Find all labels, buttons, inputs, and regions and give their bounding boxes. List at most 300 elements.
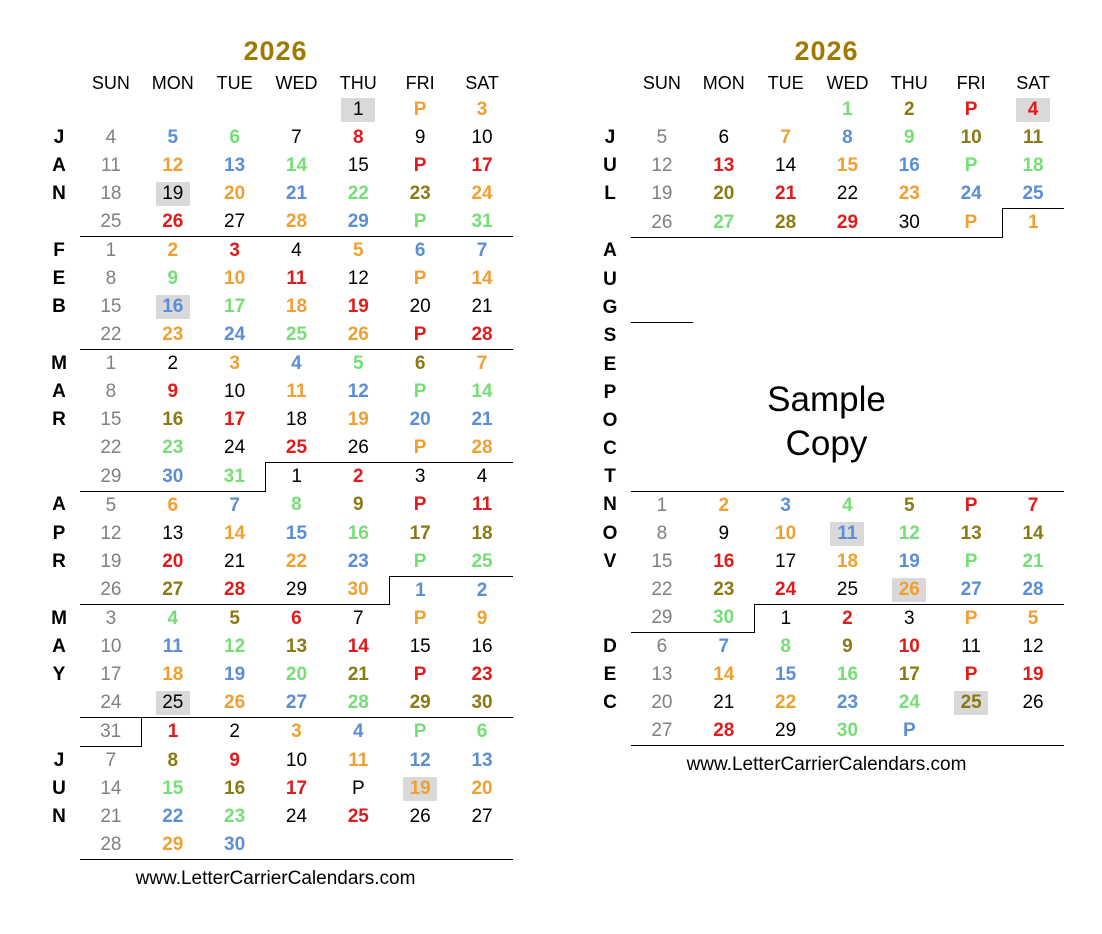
day-cell[interactable]	[266, 208, 328, 237]
day-cell[interactable]	[80, 520, 142, 548]
day-cell[interactable]	[204, 406, 266, 434]
day-cell[interactable]	[940, 633, 1002, 662]
day-cell[interactable]	[142, 576, 204, 605]
day-number: P	[964, 607, 978, 629]
day-cell[interactable]	[878, 689, 940, 717]
day-cell[interactable]	[817, 124, 879, 152]
day-cell[interactable]	[142, 152, 204, 180]
empty-cell	[631, 351, 693, 379]
day-cell[interactable]	[1002, 576, 1064, 605]
day-cell[interactable]	[755, 180, 817, 209]
day-cell[interactable]	[142, 237, 204, 266]
day-cell[interactable]	[204, 180, 266, 208]
day-cell[interactable]	[266, 689, 328, 718]
day-cell[interactable]	[451, 661, 513, 689]
day-cell[interactable]	[142, 831, 204, 860]
day-cell[interactable]	[451, 406, 513, 434]
day-cell[interactable]	[451, 293, 513, 321]
day-cell[interactable]	[204, 463, 266, 492]
day-cell[interactable]	[204, 548, 266, 577]
day-cell[interactable]	[389, 491, 451, 520]
day-cell[interactable]	[451, 350, 513, 379]
day-cell[interactable]	[878, 548, 940, 576]
day-cell[interactable]	[631, 661, 693, 689]
day-cell[interactable]	[80, 718, 142, 747]
day-cell[interactable]	[80, 803, 142, 831]
day-cell[interactable]	[327, 293, 389, 321]
day-cell[interactable]	[80, 491, 142, 520]
day-cell[interactable]	[389, 237, 451, 266]
day-number: 10	[224, 268, 246, 289]
day-cell[interactable]	[80, 576, 142, 605]
day-cell[interactable]	[80, 661, 142, 689]
day-cell[interactable]	[1002, 520, 1064, 548]
day-cell[interactable]	[1002, 661, 1064, 689]
day-cell[interactable]	[266, 803, 328, 831]
day-cell[interactable]	[755, 661, 817, 689]
day-cell[interactable]	[693, 576, 755, 605]
day-number: 28	[285, 211, 308, 232]
day-cell[interactable]	[940, 124, 1002, 152]
day-cell[interactable]	[204, 378, 266, 406]
day-cell[interactable]	[204, 350, 266, 379]
day-cell[interactable]	[266, 180, 328, 208]
day-cell[interactable]	[389, 747, 451, 776]
day-cell[interactable]	[80, 633, 142, 661]
day-cell[interactable]	[940, 689, 1002, 717]
day-cell[interactable]	[266, 378, 328, 406]
day-cell[interactable]	[204, 576, 266, 605]
day-cell[interactable]	[80, 434, 142, 463]
day-cell[interactable]	[204, 689, 266, 718]
day-cell[interactable]	[204, 633, 266, 661]
day-cell[interactable]	[266, 350, 328, 379]
day-cell[interactable]	[693, 717, 755, 746]
day-cell[interactable]	[142, 265, 204, 293]
day-cell[interactable]	[266, 548, 328, 577]
day-cell[interactable]	[389, 152, 451, 180]
day-cell[interactable]	[389, 124, 451, 152]
day-cell[interactable]	[940, 576, 1002, 605]
day-cell[interactable]	[80, 293, 142, 321]
day-cell[interactable]	[266, 520, 328, 548]
day-cell[interactable]	[451, 689, 513, 718]
day-cell[interactable]	[266, 718, 328, 747]
day-cell[interactable]	[80, 350, 142, 379]
day-cell[interactable]	[940, 209, 1002, 238]
day-cell[interactable]	[878, 209, 940, 238]
day-cell[interactable]	[266, 605, 328, 634]
day-cell[interactable]	[817, 548, 879, 576]
day-cell[interactable]	[80, 321, 142, 350]
day-cell[interactable]	[266, 124, 328, 152]
day-cell[interactable]	[878, 604, 940, 633]
day-cell[interactable]	[389, 605, 451, 634]
day-cell[interactable]	[204, 124, 266, 152]
day-cell[interactable]	[80, 378, 142, 406]
day-cell[interactable]	[631, 576, 693, 605]
day-cell[interactable]	[631, 152, 693, 180]
day-cell[interactable]	[1002, 124, 1064, 152]
day-cell[interactable]	[80, 265, 142, 293]
day-cell[interactable]	[940, 491, 1002, 520]
day-cell[interactable]	[327, 747, 389, 776]
day-cell[interactable]	[389, 661, 451, 689]
day-cell[interactable]	[142, 775, 204, 803]
day-cell[interactable]	[451, 747, 513, 776]
day-cell[interactable]	[204, 152, 266, 180]
day-cell[interactable]	[451, 605, 513, 634]
day-cell[interactable]	[451, 124, 513, 152]
day-cell[interactable]	[204, 321, 266, 350]
day-cell[interactable]	[389, 548, 451, 577]
day-cell[interactable]	[693, 491, 755, 520]
day-cell[interactable]	[266, 293, 328, 321]
day-cell[interactable]	[204, 237, 266, 266]
day-cell[interactable]	[693, 520, 755, 548]
day-cell[interactable]	[878, 491, 940, 520]
month-letter-cell: A	[603, 240, 617, 262]
day-cell[interactable]	[451, 576, 513, 605]
day-cell[interactable]	[878, 124, 940, 152]
day-cell[interactable]	[693, 209, 755, 238]
day-cell[interactable]	[451, 321, 513, 350]
day-number: 6	[414, 353, 426, 374]
day-cell[interactable]	[327, 548, 389, 577]
day-cell[interactable]	[204, 265, 266, 293]
day-cell[interactable]	[80, 775, 142, 803]
day-cell[interactable]	[327, 718, 389, 747]
day-cell[interactable]	[266, 491, 328, 520]
day-cell[interactable]	[817, 633, 879, 662]
day-cell[interactable]	[389, 96, 451, 124]
day-cell[interactable]	[266, 406, 328, 434]
day-cell[interactable]	[142, 208, 204, 237]
day-number: P	[413, 607, 427, 629]
day-cell[interactable]	[327, 124, 389, 152]
day-cell[interactable]	[327, 406, 389, 434]
day-cell[interactable]	[1002, 689, 1064, 717]
day-cell[interactable]	[755, 491, 817, 520]
day-cell[interactable]	[817, 717, 879, 746]
day-cell[interactable]	[204, 605, 266, 634]
day-cell[interactable]	[327, 237, 389, 266]
day-cell[interactable]	[266, 434, 328, 463]
day-cell[interactable]	[940, 548, 1002, 576]
day-cell[interactable]	[142, 633, 204, 661]
day-cell[interactable]	[631, 124, 693, 152]
day-cell[interactable]	[451, 378, 513, 406]
day-cell[interactable]	[451, 633, 513, 661]
day-cell[interactable]	[327, 180, 389, 208]
day-cell[interactable]	[451, 152, 513, 180]
day-cell[interactable]	[266, 237, 328, 266]
month-letter-cell: E	[52, 268, 66, 289]
day-cell[interactable]	[327, 463, 389, 492]
day-cell[interactable]	[142, 293, 204, 321]
day-cell[interactable]	[80, 463, 142, 492]
day-cell[interactable]	[266, 463, 328, 492]
day-cell[interactable]	[817, 491, 879, 520]
day-cell[interactable]	[142, 803, 204, 831]
day-cell[interactable]	[693, 124, 755, 152]
day-cell[interactable]	[817, 689, 879, 717]
day-cell[interactable]	[80, 180, 142, 208]
day-cell[interactable]	[389, 463, 451, 492]
day-cell[interactable]	[327, 434, 389, 463]
day-cell[interactable]	[755, 520, 817, 548]
day-cell[interactable]	[451, 548, 513, 577]
day-cell[interactable]	[389, 434, 451, 463]
day-cell[interactable]	[631, 717, 693, 746]
day-cell[interactable]	[1002, 209, 1064, 238]
day-cell[interactable]	[327, 378, 389, 406]
day-cell[interactable]	[693, 689, 755, 717]
day-cell[interactable]	[389, 689, 451, 718]
day-cell[interactable]	[940, 520, 1002, 548]
day-cell[interactable]	[142, 463, 204, 492]
day-cell[interactable]	[389, 378, 451, 406]
day-number: 14	[713, 664, 735, 685]
day-number: 4	[476, 466, 488, 487]
day-cell[interactable]	[693, 661, 755, 689]
day-cell[interactable]	[204, 747, 266, 776]
day-cell[interactable]	[451, 237, 513, 266]
day-cell[interactable]	[631, 548, 693, 576]
day-cell[interactable]	[755, 124, 817, 152]
day-cell[interactable]	[80, 747, 142, 776]
day-cell[interactable]	[142, 718, 204, 747]
day-cell[interactable]	[817, 604, 879, 633]
day-cell[interactable]	[142, 491, 204, 520]
day-cell[interactable]	[327, 350, 389, 379]
day-cell[interactable]	[389, 208, 451, 237]
day-number: 23	[836, 692, 859, 713]
day-cell[interactable]	[327, 689, 389, 718]
day-number	[830, 255, 864, 257]
day-cell[interactable]	[693, 152, 755, 180]
day-cell[interactable]	[142, 605, 204, 634]
day-cell[interactable]	[878, 180, 940, 209]
day-cell[interactable]	[755, 604, 817, 633]
day-cell[interactable]	[451, 718, 513, 747]
day-cell[interactable]	[878, 96, 940, 124]
day-cell[interactable]	[389, 265, 451, 293]
day-cell[interactable]	[817, 520, 879, 548]
day-cell[interactable]	[940, 180, 1002, 209]
day-cell[interactable]	[817, 661, 879, 689]
day-cell[interactable]	[266, 775, 328, 803]
day-cell[interactable]	[142, 520, 204, 548]
day-cell[interactable]	[693, 604, 755, 633]
day-cell[interactable]	[1002, 491, 1064, 520]
day-cell[interactable]	[940, 604, 1002, 633]
calendar-week-row	[589, 96, 1064, 124]
day-cell[interactable]	[327, 491, 389, 520]
day-cell[interactable]	[142, 689, 204, 718]
day-cell[interactable]	[327, 576, 389, 605]
day-cell[interactable]	[204, 434, 266, 463]
day-cell[interactable]	[204, 491, 266, 520]
day-cell[interactable]	[80, 689, 142, 718]
day-cell[interactable]	[389, 406, 451, 434]
day-number: 5	[904, 494, 915, 516]
day-number: 3	[105, 608, 117, 629]
day-cell[interactable]	[451, 96, 513, 124]
day-cell[interactable]	[327, 96, 389, 124]
day-cell[interactable]	[878, 633, 940, 662]
day-cell[interactable]	[204, 293, 266, 321]
day-cell[interactable]	[142, 406, 204, 434]
day-cell[interactable]	[878, 717, 940, 746]
empty-cell	[693, 266, 755, 294]
day-cell[interactable]	[204, 831, 266, 860]
day-cell[interactable]	[389, 718, 451, 747]
day-cell[interactable]	[389, 633, 451, 661]
day-cell[interactable]	[327, 152, 389, 180]
day-cell[interactable]	[327, 208, 389, 237]
day-cell[interactable]	[327, 520, 389, 548]
day-cell[interactable]	[451, 463, 513, 492]
day-cell[interactable]	[389, 775, 451, 803]
day-cell[interactable]	[817, 209, 879, 238]
day-cell[interactable]	[80, 124, 142, 152]
day-cell[interactable]	[389, 576, 451, 605]
day-number: 26	[347, 437, 369, 458]
day-cell[interactable]	[693, 180, 755, 209]
day-cell[interactable]	[451, 265, 513, 293]
day-cell[interactable]	[693, 633, 755, 662]
day-cell[interactable]	[204, 775, 266, 803]
day-cell[interactable]	[204, 661, 266, 689]
day-cell[interactable]	[80, 605, 142, 634]
day-number: 21	[775, 183, 797, 205]
day-cell[interactable]	[204, 520, 266, 548]
day-cell[interactable]	[451, 434, 513, 463]
day-cell[interactable]	[878, 661, 940, 689]
day-cell[interactable]	[327, 775, 389, 803]
day-cell[interactable]	[204, 208, 266, 237]
day-cell[interactable]	[80, 152, 142, 180]
day-cell[interactable]	[1002, 548, 1064, 576]
day-cell[interactable]	[631, 520, 693, 548]
day-number: 19	[100, 550, 122, 572]
day-number	[1016, 283, 1050, 285]
day-cell[interactable]	[142, 321, 204, 350]
day-cell[interactable]	[940, 96, 1002, 124]
day-cell[interactable]	[327, 321, 389, 350]
day-cell[interactable]	[142, 124, 204, 152]
day-cell[interactable]	[389, 180, 451, 208]
day-cell[interactable]	[80, 237, 142, 266]
day-cell[interactable]	[142, 548, 204, 577]
day-cell[interactable]	[755, 152, 817, 180]
day-cell[interactable]	[451, 208, 513, 237]
day-cell[interactable]	[266, 633, 328, 661]
day-cell[interactable]	[451, 520, 513, 548]
day-cell[interactable]	[878, 576, 940, 605]
day-cell[interactable]	[940, 152, 1002, 180]
day-cell[interactable]	[1002, 604, 1064, 633]
day-cell[interactable]	[817, 152, 879, 180]
day-cell[interactable]	[389, 321, 451, 350]
day-cell[interactable]	[755, 209, 817, 238]
day-number: P	[351, 778, 365, 799]
day-cell[interactable]	[631, 633, 693, 662]
day-cell[interactable]	[80, 208, 142, 237]
day-cell[interactable]	[631, 209, 693, 238]
day-cell[interactable]	[327, 605, 389, 634]
day-cell[interactable]	[204, 718, 266, 747]
day-cell[interactable]	[80, 548, 142, 577]
day-cell[interactable]	[142, 378, 204, 406]
day-cell[interactable]	[327, 803, 389, 831]
day-number: 7	[476, 240, 488, 261]
day-cell[interactable]	[266, 747, 328, 776]
day-cell[interactable]	[817, 96, 879, 124]
day-number	[1016, 368, 1050, 370]
day-cell[interactable]	[266, 661, 328, 689]
day-cell[interactable]	[1002, 633, 1064, 662]
day-cell[interactable]	[327, 661, 389, 689]
day-cell[interactable]	[1002, 180, 1064, 209]
day-cell[interactable]	[266, 321, 328, 350]
day-cell[interactable]	[80, 831, 142, 860]
day-cell[interactable]	[142, 350, 204, 379]
day-cell[interactable]	[451, 491, 513, 520]
day-cell[interactable]	[389, 350, 451, 379]
day-cell[interactable]	[389, 293, 451, 321]
day-cell[interactable]	[389, 803, 451, 831]
day-cell[interactable]	[142, 661, 204, 689]
day-cell[interactable]	[142, 180, 204, 208]
day-cell[interactable]	[204, 803, 266, 831]
day-number: 24	[224, 437, 246, 459]
day-cell[interactable]	[451, 803, 513, 831]
day-cell[interactable]	[80, 406, 142, 434]
day-cell[interactable]	[693, 548, 755, 576]
day-cell[interactable]	[631, 180, 693, 209]
day-cell[interactable]	[142, 434, 204, 463]
calendar-week-row	[589, 548, 1064, 576]
day-cell[interactable]	[266, 265, 328, 293]
day-cell[interactable]	[451, 775, 513, 803]
day-cell[interactable]	[451, 180, 513, 208]
day-cell[interactable]	[755, 717, 817, 746]
day-cell[interactable]	[755, 689, 817, 717]
day-cell[interactable]	[817, 576, 879, 605]
day-cell[interactable]	[389, 520, 451, 548]
day-cell[interactable]	[755, 633, 817, 662]
day-cell[interactable]	[878, 520, 940, 548]
day-cell[interactable]	[327, 633, 389, 661]
day-cell[interactable]	[266, 576, 328, 605]
day-cell[interactable]	[940, 661, 1002, 689]
day-cell[interactable]	[1002, 152, 1064, 180]
day-cell[interactable]	[631, 604, 693, 633]
day-cell[interactable]	[878, 152, 940, 180]
day-cell[interactable]	[817, 180, 879, 209]
day-number: 17	[775, 550, 797, 572]
day-cell[interactable]	[631, 491, 693, 520]
day-cell[interactable]	[755, 576, 817, 605]
day-cell[interactable]	[266, 152, 328, 180]
day-cell[interactable]	[755, 548, 817, 576]
day-cell[interactable]	[142, 747, 204, 776]
day-cell[interactable]	[327, 265, 389, 293]
day-cell[interactable]	[1002, 96, 1064, 124]
day-cell[interactable]	[631, 689, 693, 717]
